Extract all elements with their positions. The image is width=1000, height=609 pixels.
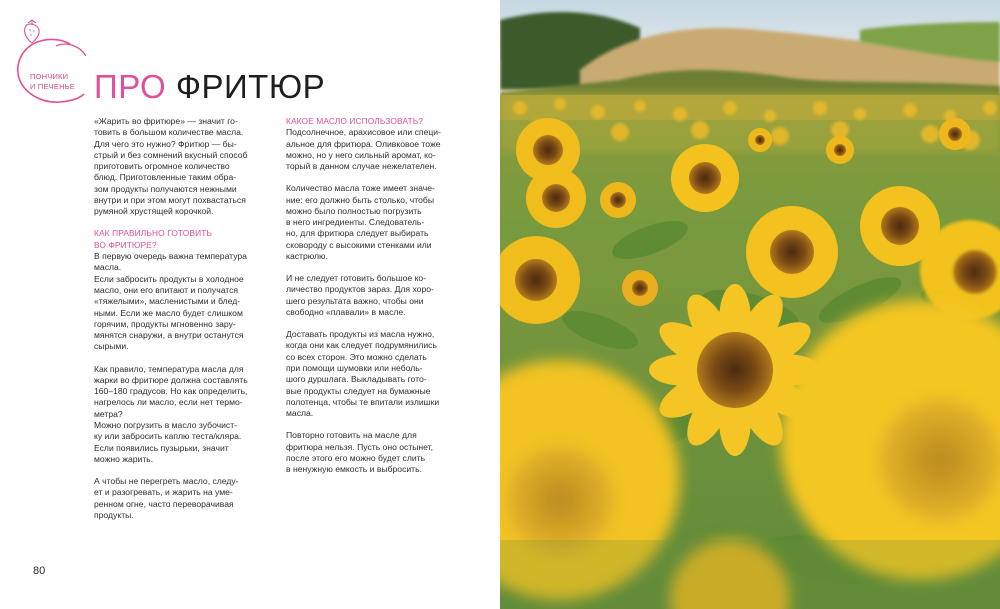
text-line: Количество масла тоже имеет значе- [286,183,435,194]
paragraph [94,476,262,521]
text-line: 160–180 градусов. Но как определить, [94,386,248,397]
title-main: ФРИТЮР [175,68,326,105]
text-line: Повторно готовить на масле для [286,430,417,441]
text-line: «тяжелыми», масленистыми и блед- [94,296,241,307]
right-page [500,0,1000,609]
text-line: Как правило, температура масла для [94,363,244,374]
text-line: масла. [94,262,122,273]
text-line: ет и разогревать, и жарить на уме- [94,487,233,498]
text-line: продукты. [94,509,134,520]
text-line: можно, но у него сильный аромат, ко- [286,149,436,160]
text-line: приготовить огромное количество [94,161,230,172]
text-line: А чтобы не перегреть масло, следу- [94,476,239,486]
text-line: шого дуршлага. Выкладывать гото- [286,374,427,385]
subheading [286,116,456,127]
text-line: Можно погрузить в масло зубочист- [94,420,238,431]
text-line: когда они как следует подрумянились [286,340,437,351]
text-line: нагрелось ли масло, если нет термо- [94,397,243,408]
badge-label-line: ПОНЧИКИ [30,72,69,81]
text-line: альное для фритюра. Оливковое тоже [286,138,441,149]
badge-label-line: И ПЕЧЕНЬЕ [30,82,76,91]
text-line: масла. [286,408,314,419]
subheading [94,228,262,251]
text-line: горячим, продукты мгновенно зару- [94,318,236,329]
text-line: масло, они его впитают и получатся [94,284,239,295]
text-line: ние: его должно быть столько, чтобы [286,194,434,205]
text-line: метра? [94,408,123,419]
paragraph [94,116,262,218]
text-line: стрый и без сомнений вкусный способ [94,149,248,160]
text-line: И не следует готовить большое ко- [286,273,427,284]
text-line: шего результата важно, чтобы они [286,295,424,306]
text-line: «Жарить во фритюре» — значит го- [94,116,238,126]
page-title [94,68,325,106]
text-line: Если забросить продукты в холодное [94,273,244,284]
text-line: в ненужную емкость и выбросить. [286,464,422,475]
text-line: после этого его можно будет слить [286,452,426,463]
title-accent: ПРО [94,68,167,105]
text-line: жарки во фритюре должна составлять [94,374,248,385]
text-line: со всех сторон. Это можно сделать [286,351,427,362]
text-line: внутри и при этом могут похвастаться [94,195,246,206]
text-line: ку или забросить каплю теста/кляра. [94,431,242,442]
text-line: блюд. Приготовленные таким обра- [94,172,237,183]
text-line: сырыми. [94,341,129,352]
text-line: Доставать продукты из масла нужно, [286,329,435,340]
text-line: КАК ПРАВИЛЬНО ГОТОВИТЬ [94,228,213,239]
text-line: можно жарить. [94,453,154,464]
paragraph [94,251,262,353]
text-line: полотенца, чтобы те впитали излишки [286,396,440,407]
text-line: вые продукты следует на бумажные [286,385,431,396]
text-line: свободно «плавали» в масле. [286,307,406,318]
paragraph [286,273,456,318]
text-line: Для чего это нужно? Фритюр — бы- [94,138,237,149]
text-line: в него ингредиенты. Следователь- [286,217,425,228]
text-line: зом продукты получаются нежными [94,183,237,194]
paragraph [286,183,456,262]
text-line: мянятся снаружи, а внутри останутся [94,330,244,341]
text-line: при помощи шумовки или неболь- [286,363,423,374]
text-line: но, для фритюра следует выбирать [286,228,429,239]
text-line: ренном огне, часто переворачивая [94,498,234,509]
text-line: Если появились пузырьки, значит [94,442,229,453]
text-line: можно было полностью погрузить [286,205,422,216]
badge-label [30,72,75,92]
paragraph [286,127,456,172]
paragraph [286,430,456,475]
text-line: КАКОЕ МАСЛО ИСПОЛЬЗОВАТЬ? [286,116,424,126]
strawberry-icon [25,20,40,43]
text-line: товить в большом количестве масла. [94,127,244,138]
paragraph [286,329,456,419]
text-line: Подсолнечное, арахисовое или специ- [286,127,441,138]
section-badge [12,14,90,106]
text-column-2 [286,116,456,476]
text-line: ными. Если же масло будет слишком [94,307,243,318]
text-line: личество продуктов зараз. Для хоро- [286,284,434,295]
text-line: румяной хрустящей корочкой. [94,206,214,217]
text-line: фритюра нельзя. Пусть оно остынет, [286,441,434,452]
text-line: кастрюлю. [286,251,328,262]
paragraph [94,364,262,466]
text-line: сковороду с высокими стенками или [286,239,432,250]
text-line: В первую очередь важна температура [94,251,247,262]
badge-arc-icon [12,14,90,106]
text-line: торый в данном случае нежелателен. [286,161,437,172]
text-column-1 [94,116,262,521]
text-line: ВО ФРИТЮРЕ? [94,239,157,250]
sunflower-field-photo [500,0,1000,609]
page-number: 80 [33,565,46,577]
